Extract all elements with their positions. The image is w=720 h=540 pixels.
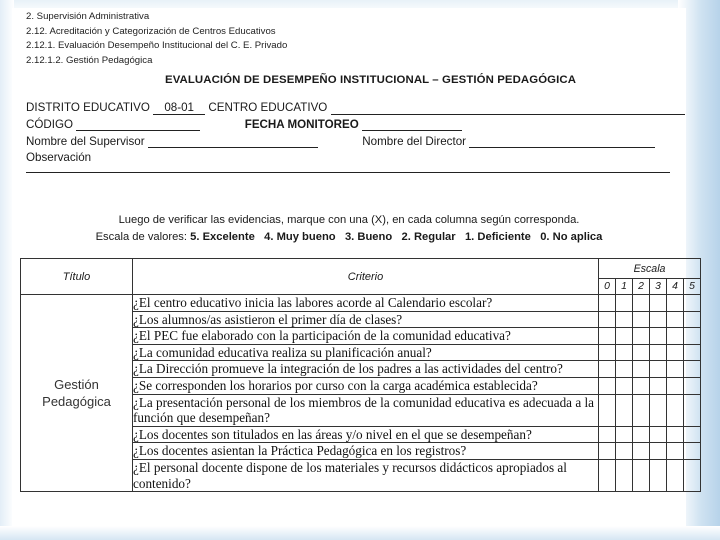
score-cell[interactable]	[616, 328, 633, 345]
criterion-text: ¿Los docentes son titulados en las áreas y/o nivel en el que se desempeñan?	[133, 426, 599, 443]
score-cell[interactable]	[667, 328, 684, 345]
score-cell[interactable]	[684, 295, 701, 312]
score-cell[interactable]	[616, 443, 633, 460]
breadcrumb-item: 2. Supervisión Administrativa	[26, 11, 150, 22]
breadcrumb	[26, 10, 287, 68]
fecha-monitoreo-field[interactable]	[362, 118, 462, 131]
score-cell[interactable]	[650, 311, 667, 328]
header-criterio: Criterio	[133, 259, 599, 295]
criterion-text: ¿El PEC fue elaborado con la participación de la comunidad educativa?	[133, 328, 599, 345]
score-cell[interactable]	[684, 459, 701, 491]
scale-number: 5	[684, 279, 701, 295]
scale-number: 0	[599, 279, 616, 295]
score-cell[interactable]	[616, 377, 633, 394]
supervisor-label: Nombre del Supervisor	[26, 135, 145, 148]
score-cell[interactable]	[667, 377, 684, 394]
score-cell[interactable]	[650, 344, 667, 361]
scale-value: 5. Excelente	[190, 231, 255, 243]
score-cell[interactable]	[599, 459, 616, 491]
criterion-text: ¿El centro educativo inicia las labores acorde al Calendario escolar?	[133, 295, 599, 312]
score-cell[interactable]	[599, 443, 616, 460]
score-cell[interactable]	[633, 394, 650, 426]
score-cell[interactable]	[633, 344, 650, 361]
score-cell[interactable]	[650, 361, 667, 378]
score-cell[interactable]	[633, 443, 650, 460]
header-escala: Escala	[599, 259, 701, 279]
score-cell[interactable]	[667, 443, 684, 460]
centro-educativo-label: CENTRO EDUCATIVO	[208, 101, 328, 114]
score-cell[interactable]	[650, 377, 667, 394]
scale-value: 1. Deficiente	[464, 231, 531, 243]
score-cell[interactable]	[684, 361, 701, 378]
score-cell[interactable]	[650, 459, 667, 491]
score-cell[interactable]	[633, 328, 650, 345]
score-cell[interactable]	[684, 426, 701, 443]
criterion-text: ¿Se corresponden los horarios por curso con la carga académica establecida?	[133, 377, 599, 394]
score-cell[interactable]	[650, 295, 667, 312]
score-cell[interactable]	[599, 295, 616, 312]
page-title: EVALUACIÓN DE DESEMPEÑO INSTITUCIONAL – GESTIÓN PEDAGÓGICA	[165, 74, 577, 86]
criterion-text: ¿La presentación personal de los miembros de la comunidad educativa es adecuada a la función que desempeñan?	[133, 394, 599, 426]
score-cell[interactable]	[599, 311, 616, 328]
scale-value: 3. Bueno	[344, 231, 393, 243]
codigo-field[interactable]	[76, 118, 200, 131]
score-cell[interactable]	[633, 361, 650, 378]
score-cell[interactable]	[616, 344, 633, 361]
scale-number: 1	[616, 279, 633, 295]
document-page	[12, 8, 695, 526]
header-titulo: Título	[21, 259, 133, 295]
supervisor-row	[26, 135, 655, 151]
evaluation-table	[20, 258, 701, 492]
score-cell[interactable]	[599, 426, 616, 443]
director-field[interactable]	[469, 135, 655, 148]
slide-frame-bottom	[0, 526, 720, 540]
director-label: Nombre del Director	[362, 135, 467, 148]
score-cell[interactable]	[599, 361, 616, 378]
score-cell[interactable]	[667, 344, 684, 361]
score-cell[interactable]	[599, 394, 616, 426]
distrito-field[interactable]: 08-01	[153, 101, 205, 115]
criterion-text: ¿Los alumnos/as asistieron el primer día de clases?	[133, 311, 599, 328]
criterion-text: ¿La Dirección promueve la integración de los padres a las actividades del centro?	[133, 361, 599, 378]
scale-legend	[12, 231, 686, 243]
score-cell[interactable]	[650, 426, 667, 443]
criterion-text: ¿Los docentes asientan la Práctica Pedagógica en los registros?	[133, 443, 599, 460]
score-cell[interactable]	[650, 443, 667, 460]
criterion-text: ¿El personal docente dispone de los materiales y recursos didácticos apropiados al contenido?	[133, 459, 599, 491]
score-cell[interactable]	[684, 328, 701, 345]
score-cell[interactable]	[684, 311, 701, 328]
score-cell[interactable]	[684, 443, 701, 460]
codigo-row	[26, 118, 462, 134]
scale-number: 3	[650, 279, 667, 295]
score-cell[interactable]	[667, 459, 684, 491]
scale-number: 2	[633, 279, 650, 295]
breadcrumb-item: 2.12.1. Evaluación Desempeño Institucional del C. E. Privado	[26, 40, 288, 52]
observacion-label: Observación	[26, 151, 92, 164]
centro-educativo-field[interactable]	[331, 102, 685, 115]
score-cell[interactable]	[599, 377, 616, 394]
distrito-row	[26, 101, 685, 117]
score-cell[interactable]	[667, 361, 684, 378]
score-cell[interactable]	[616, 426, 633, 443]
score-cell[interactable]	[667, 295, 684, 312]
scale-value: 4. Muy bueno	[264, 231, 336, 243]
instructions: Luego de verificar las evidencias, marque con una (X), en cada columna según corresponda.	[118, 214, 580, 226]
score-cell[interactable]	[684, 394, 701, 426]
scale-value: 0. No aplica	[540, 231, 603, 243]
table-row	[21, 295, 701, 312]
titulo-text: Gestión Pedagógica	[42, 377, 111, 410]
breadcrumb-item: 2.12. Acreditación y Categorización de Centros Educativos	[26, 25, 276, 37]
codigo-label: CÓDIGO	[26, 118, 74, 131]
score-cell[interactable]	[650, 328, 667, 345]
score-cell[interactable]	[667, 311, 684, 328]
score-cell[interactable]	[667, 426, 684, 443]
score-cell[interactable]	[633, 295, 650, 312]
score-cell[interactable]	[667, 394, 684, 426]
score-cell[interactable]	[599, 344, 616, 361]
score-cell[interactable]	[633, 426, 650, 443]
score-cell[interactable]	[616, 394, 633, 426]
score-cell[interactable]	[633, 377, 650, 394]
breadcrumb-item: 2.12.1.2. Gestión Pedagógica	[26, 54, 153, 66]
score-cell[interactable]	[616, 311, 633, 328]
scale-number: 4	[667, 279, 684, 295]
score-cell[interactable]	[684, 377, 701, 394]
observacion-row	[26, 151, 91, 167]
criterion-text: ¿La comunidad educativa realiza su planificación anual?	[133, 344, 599, 361]
score-cell[interactable]	[684, 344, 701, 361]
distrito-label: DISTRITO EDUCATIVO	[26, 101, 150, 114]
score-cell[interactable]	[633, 459, 650, 491]
score-cell[interactable]	[633, 311, 650, 328]
score-cell[interactable]	[650, 394, 667, 426]
score-cell[interactable]	[599, 328, 616, 345]
titulo-gestion-pedagogica	[21, 295, 133, 492]
observacion-field[interactable]	[26, 172, 670, 173]
score-cell[interactable]	[616, 459, 633, 491]
score-cell[interactable]	[616, 295, 633, 312]
scale-legend-prefix: Escala de valores:	[95, 231, 188, 243]
fecha-monitoreo-label: FECHA MONITOREO	[244, 118, 359, 131]
score-cell[interactable]	[616, 361, 633, 378]
supervisor-field[interactable]	[148, 135, 318, 148]
scale-value: 2. Regular	[401, 231, 456, 243]
